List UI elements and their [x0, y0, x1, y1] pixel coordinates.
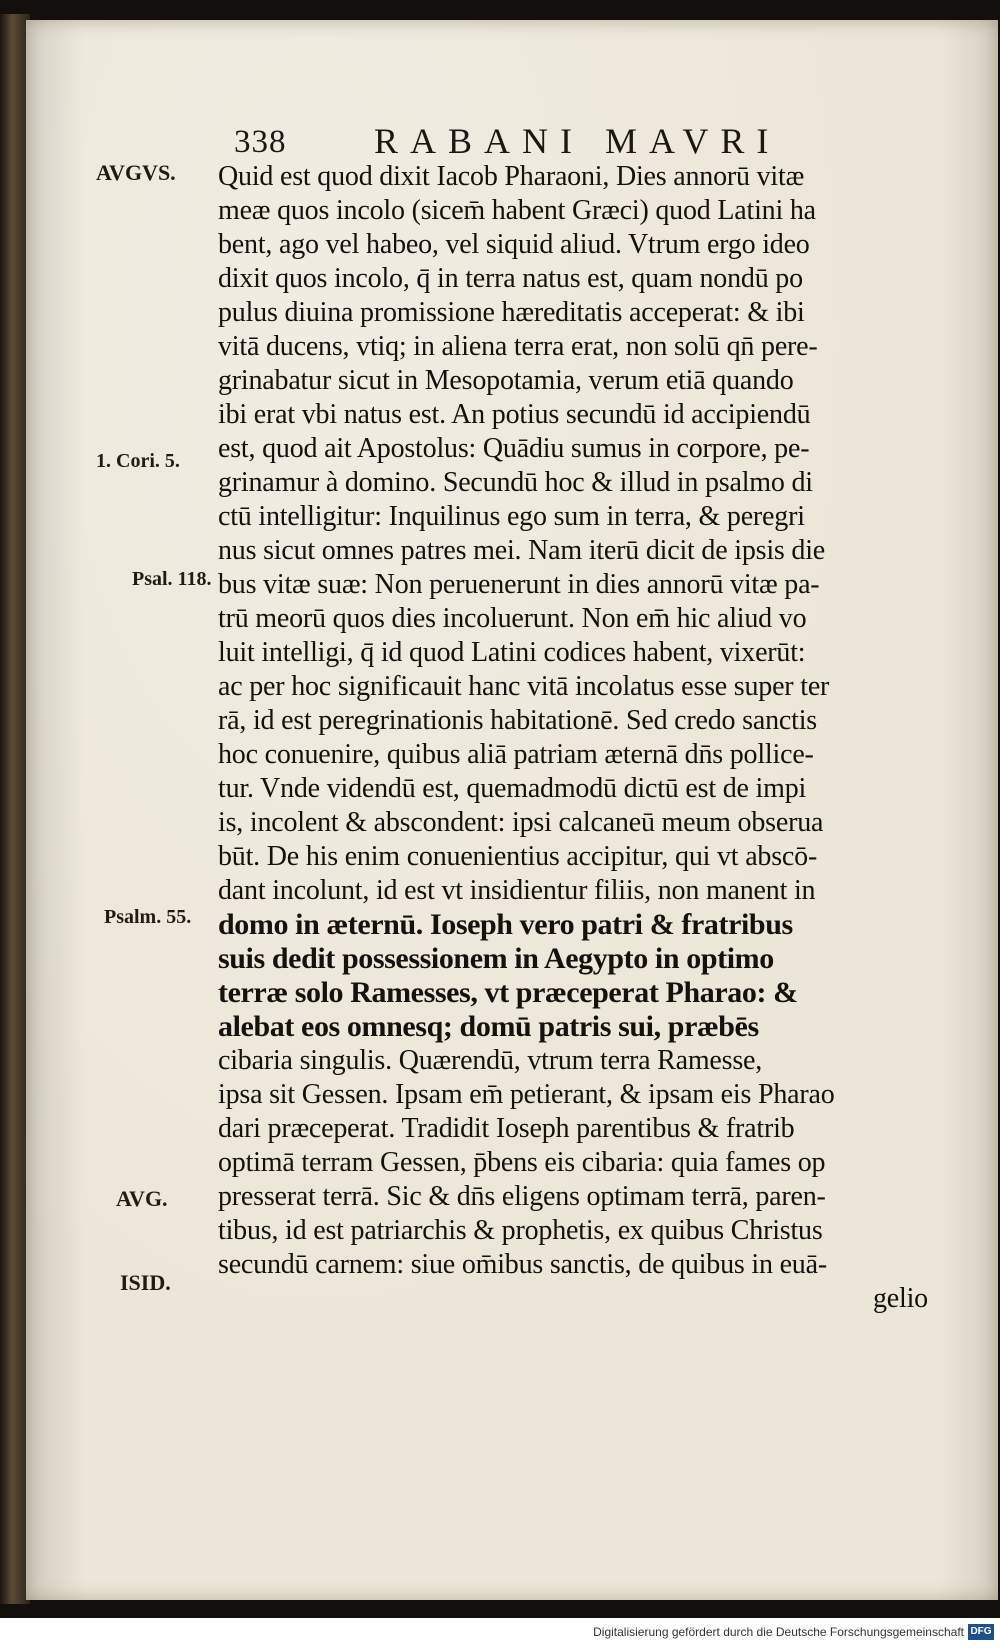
text-line: dant incolunt, id est vt insidientur filiis, non manent in — [218, 875, 816, 906]
running-title: RABANI MAVRI — [374, 121, 781, 161]
text-line: meæ quos incolo (sicem̄ habent Græci) quod Latini ha — [218, 195, 816, 226]
text-line: rā, id est peregrinationis habitationē. Sed credo sanctis — [218, 705, 817, 736]
text-line: luit intelligi, q̄ id quod Latini codices habent, vixerūt: — [218, 637, 806, 668]
text-line: ctū intelligitur: Inquilinus ego sum in terra, & peregri — [218, 501, 805, 532]
margin-note-psalm-55: Psalm. 55. — [104, 906, 192, 928]
text-line: ac per hoc significauit hanc vitā incolatus esse super ter — [218, 671, 830, 702]
text-line: dixit quos incolo, q̄ in terra natus est, quam nondū po — [218, 263, 803, 294]
text-line: cibaria singulis. Quærendū, vtrum terra Ramesse, — [218, 1045, 763, 1076]
text-line: ibi erat vbi natus est. An potius secundū id accipiendū — [218, 399, 811, 430]
footer-bar — [0, 1618, 1000, 1648]
text-line: bent, ago vel habeo, vel siquid aliud. Vtrum ergo ideo — [218, 229, 810, 260]
text-line: optimā terram Gessen, p̄bens eis cibaria: quia fames op — [218, 1147, 826, 1178]
text-line-blackletter: domo in æternū. Ioseph vero patri & fratribus — [218, 908, 793, 941]
text-line: Quid est quod dixit Iacob Pharaoni, Dies annorū vitæ — [218, 161, 805, 192]
text-line: nus sicut omnes patres mei. Nam iterū dicit de ipsis die — [218, 535, 826, 566]
text-line: dari præceperat. Tradidit Ioseph parentibus & fratrib — [218, 1113, 795, 1144]
catchword: gelio — [873, 1283, 928, 1314]
body-text — [218, 160, 958, 1316]
margin-note-isid: ISID. — [120, 1270, 171, 1295]
text-line: trū meorū quos dies incoluerunt. Non em̄ hic aliud vo — [218, 603, 807, 634]
margin-note-1-corinthians: 1. Cori. 5. — [96, 450, 180, 472]
text-line: būt. De his enim conuenientius accipitur, qui vt abscō- — [218, 841, 818, 872]
text-line: is, incolent & abscondent: ipsi calcaneū meum obserua — [218, 807, 824, 838]
digitization-credit: Digitalisierung gefördert durch die Deutsche Forschungsgemeinschaft — [593, 1625, 964, 1639]
margin-note-augustinus: AVGVS. — [96, 160, 176, 185]
text-line: tibus, id est patriarchis & prophetis, ex quibus Christus — [218, 1215, 823, 1246]
dfg-logo-icon: DFG — [968, 1624, 994, 1640]
text-line: tur. Vnde videndū est, quemadmodū dictū est de impi — [218, 773, 807, 804]
text-line: bus vitæ suæ: Non peruenerunt in dies annorū vitæ pa- — [218, 569, 820, 600]
margin-note-psalm-118: Psal. 118. — [132, 568, 212, 590]
text-line: hoc conuenire, quibus aliā patriam æternā dn̄s pollice- — [218, 739, 814, 770]
margin-note-aug: AVG. — [116, 1186, 168, 1211]
text-line: est, quod ait Apostolus: Quādiu sumus in corpore, pe- — [218, 433, 810, 464]
text-line: presserat terrā. Sic & dn̄s eligens optimam terrā, paren- — [218, 1181, 826, 1212]
text-line: grinabatur sicut in Mesopotamia, verum etiā quando — [218, 365, 794, 396]
text-line: pulus diuina promissione hæreditatis acceperat: & ibi — [218, 297, 805, 328]
text-line: secundū carnem: siue om̄ibus sanctis, de quibus in euā- — [218, 1249, 827, 1280]
page-number: 338 — [234, 124, 287, 160]
text-line-blackletter: alebat eos omnesq; domū patris sui, præbēs — [218, 1010, 759, 1043]
text-line-blackletter: suis dedit possessionem in Aegypto in optimo — [218, 942, 774, 975]
text-line: grinamur à domino. Secundū hoc & illud in psalmo di — [218, 467, 813, 498]
text-line: ipsa sit Gessen. Ipsam em̄ petierant, & ipsam eis Pharao — [218, 1079, 835, 1110]
text-line-blackletter: terræ solo Ramesses, vt præceperat Pharao: & — [218, 976, 798, 1009]
text-line: vitā ducens, vtiq; in aliena terra erat, non solū qn̄ pere- — [218, 331, 818, 362]
